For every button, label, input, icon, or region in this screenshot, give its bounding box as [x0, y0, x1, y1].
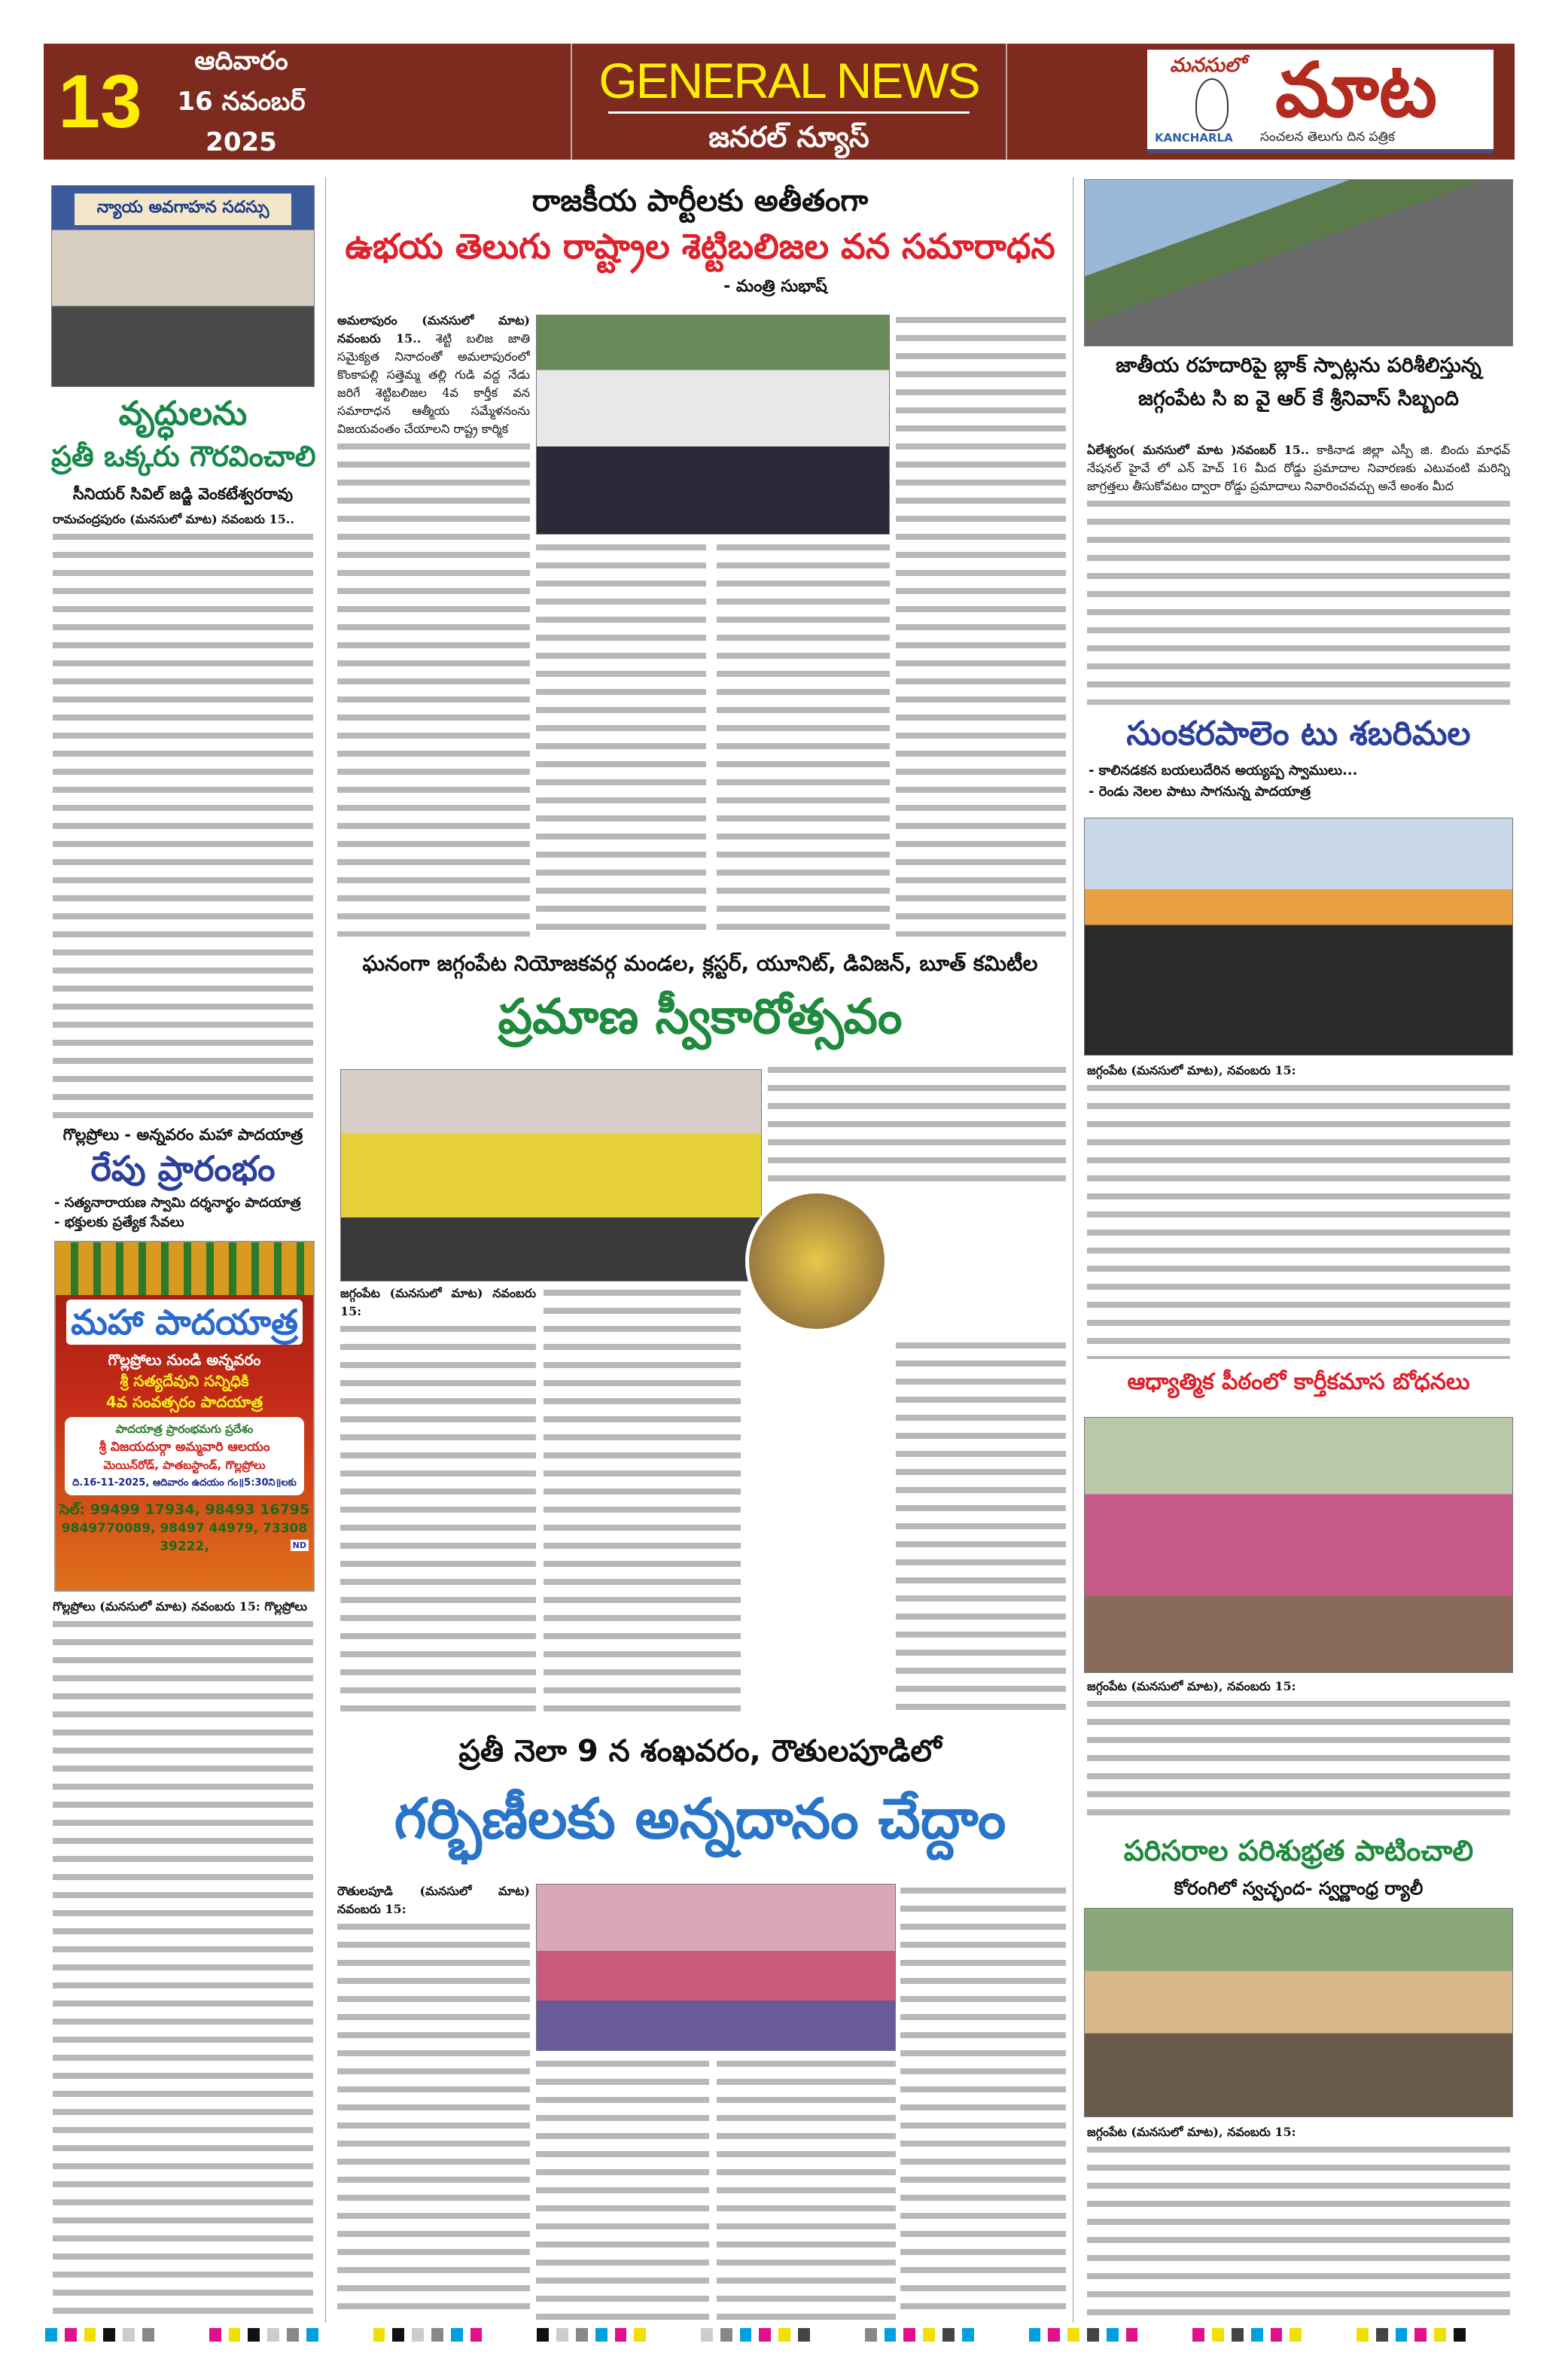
dateline: జగ్గంపేట (మనసులో మాట) నవంబరు 15:: [340, 1286, 536, 1318]
headline: సుంకరపాలెం టు శబరిమల: [1126, 715, 1471, 753]
divider: [608, 111, 970, 114]
ad-address: మెయిన్‌రోడ్, పాతబస్టాండ్, గొల్లప్రోలు: [103, 1458, 266, 1472]
annadanam-photo: [536, 1884, 896, 2051]
kicker: ప్రతీ నెలా 9 న శంఖవరం, రౌతులపూడిలో: [458, 1734, 942, 1769]
color-swatch: [45, 2328, 57, 2342]
headline: ప్రమాణ స్వీకారోత్సవం: [498, 989, 903, 1045]
color-swatch: [1251, 2328, 1263, 2342]
spacer: [489, 2328, 529, 2342]
spacer: [982, 2328, 1022, 2342]
decoration: [56, 1242, 313, 1295]
dateline: అమలాపురం (మనసులో మాట) నవంబరు 15..: [337, 313, 530, 346]
lead-text: శెట్టి బలిజ జాతి సమైక్యత నినాదంతో అమలాపురంలో కొంకాపల్లి సత్తెమ్మ తల్లి గుడి వద్ద నేడు జరిగే శెట్టిబలిజల 4వ కార్తీక వన సమారాధన ఆత్మీయ సమ్మేళనంను విజయవంతం చేయాలని రాష్ట్ర కార్మిక: [337, 331, 530, 436]
article-body: [768, 1062, 1066, 1190]
color-swatch: [470, 2328, 483, 2342]
padayatra-advertisement: [54, 1241, 315, 1592]
color-swatch: [1271, 2328, 1283, 2342]
headline: జగ్గంపేట సి ఐ వై ఆర్ కే శ్రీనివాస్ సిబ్బంది: [1138, 387, 1459, 410]
bullet-item: - సత్యనారాయణ స్వామి దర్శనార్థం పాదయాత్ర: [54, 1195, 301, 1211]
color-swatch: [576, 2328, 588, 2342]
article-body: [53, 510, 313, 1119]
color-swatch: [1192, 2328, 1204, 2342]
color-swatch: [1434, 2328, 1446, 2342]
article-body: [900, 1882, 1066, 2321]
subheadline: సీనియర్ సివిల్ జడ్జి వెంకటేశ్వరరావు: [72, 485, 294, 503]
ad-line: 4వ సంవత్సరం పాదయాత్ర: [105, 1393, 263, 1411]
date-label: 16 నవంబర్ 2025: [177, 87, 306, 157]
color-swatch: [595, 2328, 607, 2342]
color-swatch: [1048, 2328, 1060, 2342]
kicker: ఘనంగా జగ్గంపేట నియోజకవర్గ మండల, క్లస్టర్, యూనిట్, డివిజన్, బూత్ కమిటీల: [362, 951, 1038, 976]
portrait-icon: [1195, 78, 1229, 131]
dateline: రామచంద్రపురం (మనసులో మాట) నవంబరు 15..: [53, 512, 294, 526]
masthead: [44, 44, 1515, 160]
article-body: [1087, 441, 1510, 705]
date-block: [157, 41, 326, 163]
spacer: [1473, 2328, 1513, 2342]
dateline: రౌతులపూడి (మనసులో మాట) నవంబరు 15:: [337, 1884, 530, 1916]
color-swatch: [392, 2328, 404, 2342]
logo-tagline: సంచలన తెలుగు దిన పత్రిక: [1260, 130, 1395, 145]
inset-circle-photo: [745, 1190, 888, 1333]
ad-temple: శ్రీ విజయదుర్గా అమ్మవారి ఆలయం: [99, 1440, 270, 1455]
article-body: [337, 1882, 530, 2321]
bullet-list: [1089, 760, 1357, 803]
headline: ఆధ్యాత్మిక పీఠంలో కార్తీకమాస బోధనలు: [1127, 1369, 1470, 1395]
color-swatch: [865, 2328, 877, 2342]
logo-small-text: మనసులో: [1170, 54, 1245, 77]
ad-title: మహా పాదయాత్ర: [66, 1300, 303, 1345]
article-body: [1087, 2123, 1510, 2321]
spacer: [326, 2328, 366, 2342]
article-body: [717, 2055, 896, 2321]
color-swatch: [142, 2328, 154, 2342]
color-swatch: [923, 2328, 935, 2342]
subheadline: కోరంగిలో స్వచ్ఛంద- స్వర్ణాంధ్ర ర్యాలీ: [1174, 1878, 1424, 1899]
color-swatch: [306, 2328, 318, 2342]
bullet-list: [54, 1193, 301, 1233]
headline: వృద్ధులను: [118, 395, 248, 433]
headline: ప్రతీ ఒక్కరు గౌరవించాలి: [51, 440, 316, 473]
ad-phones: సెల్: 99499 17934, 98493 16795: [59, 1501, 310, 1518]
color-swatch: [1087, 2328, 1099, 2342]
article-body: [544, 1284, 741, 1721]
ad-line: గొల్లప్రోలు నుండి అన్నవరం: [108, 1351, 261, 1369]
ad-venue-box: [65, 1417, 304, 1495]
color-swatch: [287, 2328, 299, 2342]
swachh-rally-photo: [1084, 1908, 1513, 2117]
article-body: [896, 1337, 1066, 1721]
color-swatch: [267, 2328, 279, 2342]
color-swatch: [229, 2328, 241, 2342]
spacer: [1145, 2328, 1185, 2342]
color-swatch: [615, 2328, 627, 2342]
color-swatch: [1376, 2328, 1388, 2342]
headline: ఉభయ తెలుగు రాష్ట్రాల శెట్టిబలిజల వన సమారాధన: [345, 226, 1055, 267]
lead-text: కాకినాడ జిల్లా ఎస్పీ జి. బిందు మాధవ్ నేషనల్ హైవే లో ఎన్ హెచ్ 16 మీద రోడ్డు ప్రమాదాల నివారణకు ఎటువంటి మరిన్ని జాగ్రత్తలు తీసుకోవటం ద్వారా రోడ్డు ప్రమాదాలు నివారించవచ్చు అనే అంశం మీద: [1087, 443, 1510, 493]
color-swatch: [903, 2328, 915, 2342]
dateline: జగ్గంపేట (మనసులో మాట), నవంబరు 15:: [1087, 1679, 1296, 1693]
color-swatch: [412, 2328, 424, 2342]
color-swatch: [537, 2328, 549, 2342]
color-swatch: [431, 2328, 443, 2342]
oath-ceremony-photo: [340, 1069, 762, 1281]
color-swatch: [84, 2328, 96, 2342]
spacer: [162, 2328, 202, 2342]
kicker: గొల్లప్రోలు - అన్నవరం మహా పాదయాత్ర: [62, 1126, 303, 1144]
highway-police-photo: [1084, 179, 1513, 346]
print-color-bar: [45, 2327, 1513, 2343]
color-swatch: [1357, 2328, 1369, 2342]
color-swatch: [1454, 2328, 1466, 2342]
day-label: ఆదివారం: [194, 46, 288, 76]
byline: - మంత్రి సుభాష్: [723, 277, 827, 296]
color-swatch: [248, 2328, 260, 2342]
dateline: గొల్లప్రోలు (మనసులో మాట) నవంబరు 15: గొల్లప్రోలు: [53, 1599, 308, 1614]
color-swatch: [1232, 2328, 1244, 2342]
spacer: [818, 2328, 857, 2342]
logo-brand: KANCHARLA: [1155, 131, 1233, 145]
dateline: ఏలేశ్వరం( మనసులో మాట )నవంబర్ 15..: [1087, 443, 1309, 457]
color-swatch: [740, 2328, 752, 2342]
article-body: [536, 2055, 709, 2321]
color-swatch: [103, 2328, 115, 2342]
headline: పరిసరాల పరిశుభ్రత పాటించాలి: [1123, 1834, 1474, 1867]
press-meet-photo: [536, 315, 890, 535]
ad-badge: ND: [291, 1540, 309, 1551]
color-swatch: [759, 2328, 771, 2342]
color-swatch: [1396, 2328, 1408, 2342]
article-body: [1087, 1062, 1510, 1359]
color-swatch: [720, 2328, 732, 2342]
article-body: [337, 312, 530, 937]
ad-phones: 9849770089, 98497 44979, 73308 39222,: [61, 1521, 308, 1554]
page-number: 13: [58, 59, 142, 144]
dateline: జగ్గంపేట (మనసులో మాట), నవంబరు 15:: [1087, 2125, 1296, 2139]
color-swatch: [1029, 2328, 1041, 2342]
color-swatch: [1067, 2328, 1079, 2342]
article-body: [1087, 1678, 1510, 1825]
color-swatch: [373, 2328, 385, 2342]
logo-big-text: మాట: [1275, 46, 1438, 134]
color-swatch: [1414, 2328, 1427, 2342]
color-swatch: [1212, 2328, 1224, 2342]
color-swatch: [123, 2328, 135, 2342]
photo-banner: న్యాయ అవగాహన సదస్సు: [75, 194, 291, 225]
color-swatch: [634, 2328, 646, 2342]
ayyappa-devotees-photo: [1084, 818, 1513, 1056]
color-swatch: [798, 2328, 810, 2342]
color-swatch: [65, 2328, 77, 2342]
color-swatch: [1126, 2328, 1138, 2342]
color-swatch: [556, 2328, 568, 2342]
article-body: [536, 539, 706, 937]
spacer: [653, 2328, 693, 2342]
karthika-masam-photo: [1084, 1417, 1513, 1673]
article-body: [53, 1598, 313, 2321]
bullet-item: - కాలినడకన బయలుదేరిన అయ్యప్ప స్వాములు...: [1089, 763, 1358, 779]
legal-awareness-photo: [51, 185, 315, 387]
color-swatch: [1107, 2328, 1119, 2342]
column-rule: [325, 177, 326, 2323]
article-body: [340, 1284, 536, 1721]
color-swatch: [701, 2328, 713, 2342]
ad-datetime: ది.16-11-2025, ఆదివారం ఉదయం గం॥5:30ని॥లకు: [72, 1477, 297, 1489]
article-body: [717, 539, 890, 937]
color-swatch: [885, 2328, 897, 2342]
kicker: రాజకీయ పార్టీలకు అతీతంగా: [531, 184, 869, 218]
color-swatch: [962, 2328, 974, 2342]
color-swatch: [1290, 2328, 1302, 2342]
article-body: [896, 312, 1066, 937]
section-title: [571, 44, 1007, 160]
dateline: జగ్గంపేట (మనసులో మాట), నవంబరు 15:: [1087, 1063, 1296, 1077]
ad-line: శ్రీ సత్యదేవుని సన్నిధికి: [120, 1372, 249, 1390]
color-swatch: [778, 2328, 790, 2342]
section-title-te: జనరల్ న్యూస్: [708, 120, 869, 154]
color-swatch: [451, 2328, 463, 2342]
bullet-item: - భక్తులకు ప్రత్యేక సేవలు: [54, 1214, 184, 1230]
color-swatch: [209, 2328, 221, 2342]
headline: జాతీయ రహదారిపై బ్లాక్ స్పాట్లను పరిశీలిస్తున్న: [1116, 354, 1481, 377]
section-title-en: GENERAL NEWS: [598, 53, 979, 108]
bullet-item: - రెండు నెలల పాటు సాగనున్న పాదయాత్ర: [1089, 784, 1311, 800]
ad-start-label: పాదయాత్ర ప్రారంభమగు ప్రదేశం: [115, 1422, 254, 1436]
newspaper-logo: [1147, 46, 1494, 154]
spacer: [1309, 2328, 1349, 2342]
headline: రేపు ప్రారంభం: [90, 1148, 276, 1189]
color-swatch: [942, 2328, 955, 2342]
headline: గర్భిణీలకు అన్నదానం చేద్దాం: [394, 1787, 1006, 1851]
